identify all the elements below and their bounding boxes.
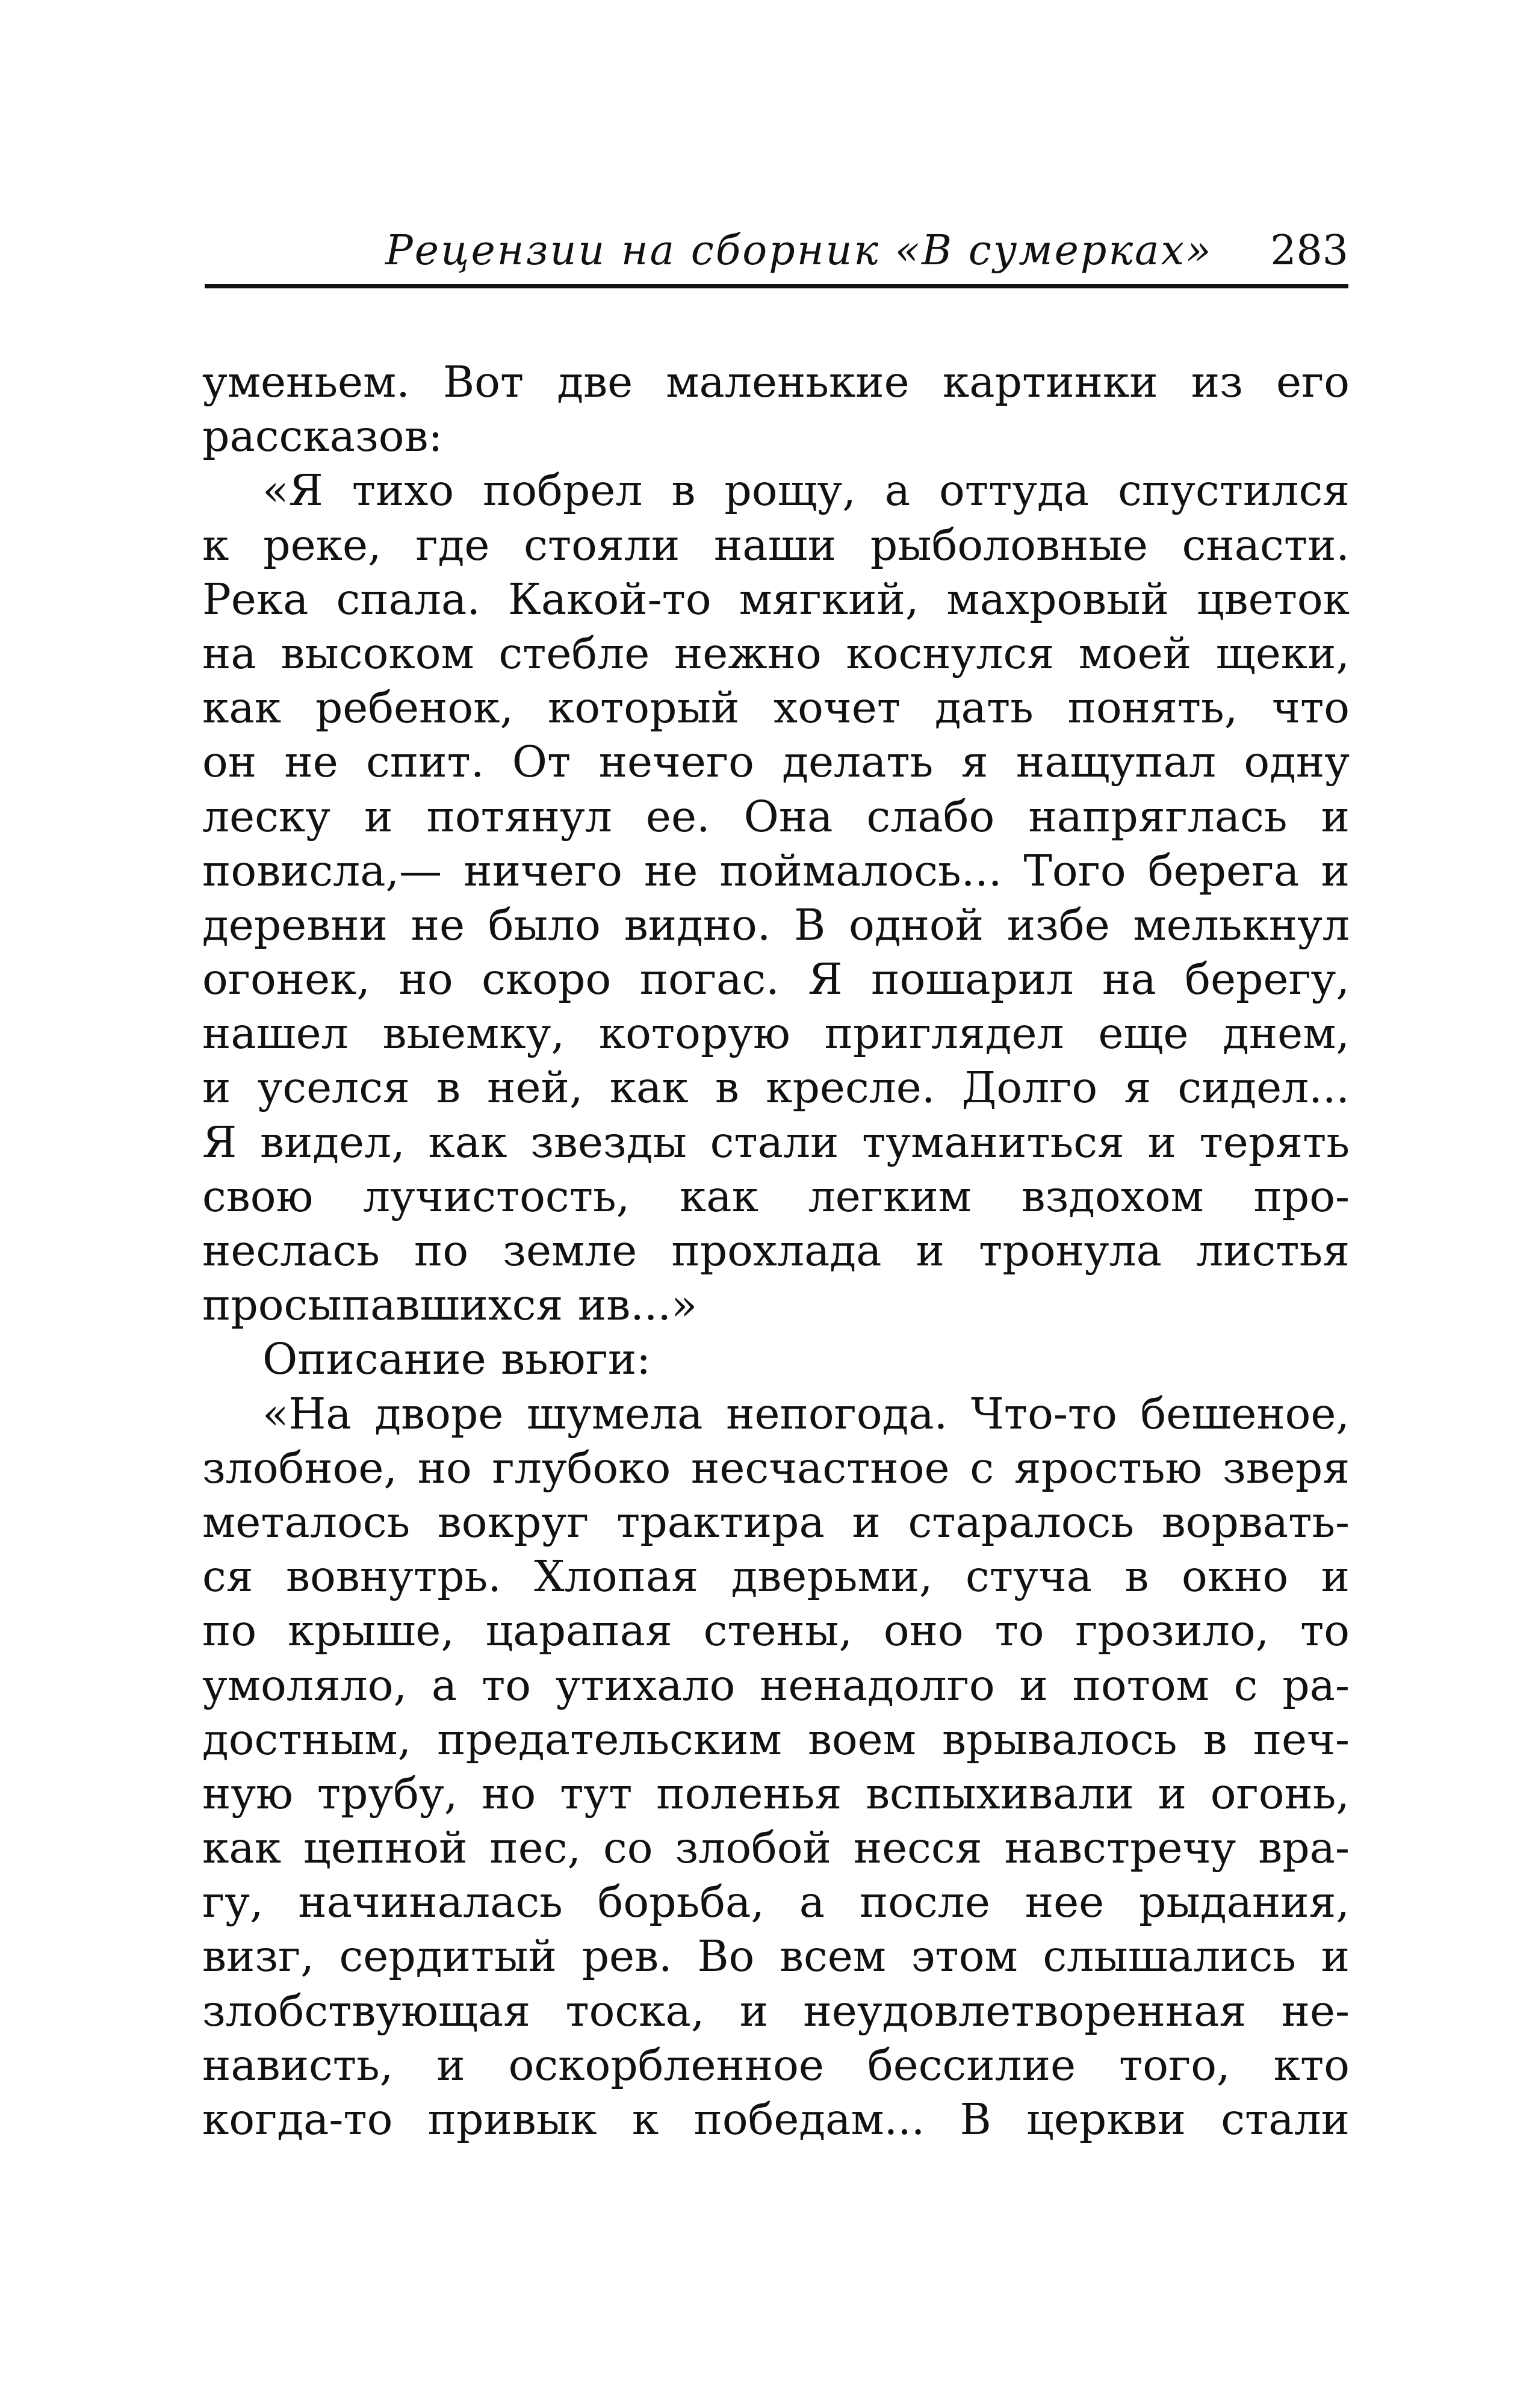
text-line: злобное, но глубоко несчастное с яростью зверя [202, 1442, 1350, 1493]
body-text [202, 355, 1350, 2147]
text-line: «Я тихо побрел в рощу, а оттуда спустился [262, 465, 1350, 516]
text-line: повисла,— ничего не поймалось... Того берега и [202, 845, 1350, 896]
text-line: Я видел, как звезды стали туманиться и терять [202, 1117, 1350, 1167]
text-line: металось вокруг трактира и старалось ворвать- [202, 1497, 1350, 1547]
text-line: Река спала. Какой-то мягкий, махровый цветок [202, 574, 1350, 624]
text-line: как цепной пес, со злобой несся навстречу вра- [202, 1823, 1350, 1873]
text-line: Описание вьюги: [262, 1334, 651, 1385]
text-line: умоляло, а то утихало ненадолго и потом с ра- [202, 1660, 1350, 1710]
text-line: уменьем. Вот две маленькие картинки из его [202, 357, 1350, 407]
text-line: и уселся в ней, как в кресле. Долго я сидел... [202, 1063, 1350, 1113]
text-line: деревни не было видно. В одной избе мелькнул [202, 899, 1350, 950]
text-line: когда-то привык к победам... В церкви стали [202, 2094, 1350, 2144]
text-line: к реке, где стояли наши рыболовные снасти. [202, 520, 1350, 570]
text-line: неслась по земле прохлада и тронула листья [202, 1226, 1350, 1276]
text-line: огонек, но скоро погас. Я пошарил на берегу, [202, 954, 1350, 1005]
header-rule [205, 284, 1348, 288]
text-line: свою лучистость, как легким вздохом про- [202, 1171, 1350, 1221]
running-head [205, 224, 1348, 290]
text-line: гу, начиналась борьба, а после нее рыдания, [202, 1877, 1350, 1928]
text-line: по крыше, царапая стены, оно то грозило, то [202, 1606, 1350, 1656]
text-line: ную трубу, но тут поленья вспыхивали и огонь, [202, 1768, 1350, 1819]
page-number: 283 [1270, 227, 1348, 275]
text-line: достным, предательским воем врывалось в печ- [202, 1714, 1350, 1764]
text-line: на высоком стебле нежно коснулся моей щеки, [202, 628, 1350, 678]
text-line: нависть, и оскорбленное бессилие того, кто [202, 2040, 1350, 2090]
text-line: визг, сердитый рев. Во всем этом слышались и [202, 1931, 1350, 1982]
text-line: как ребенок, который хочет дать понять, что [202, 683, 1350, 733]
text-line: он не спит. От нечего делать я нащупал одну [202, 737, 1350, 787]
running-title: Рецензии на сборник «В сумерках» [385, 227, 1213, 275]
text-line: просыпавшихся ив...» [202, 1280, 698, 1330]
text-line: злобствующая тоска, и неудовлетворенная не- [202, 1985, 1350, 2036]
text-line: «На дворе шумела непогода. Что-то бешеное, [262, 1388, 1350, 1439]
text-line: нашел выемку, которую приглядел еще днем, [202, 1008, 1350, 1059]
text-line: рассказов: [202, 411, 443, 462]
text-line: ся вовнутрь. Хлопая дверьми, стуча в окно и [202, 1551, 1350, 1602]
text-line: леску и потянул ее. Она слабо напряглась и [202, 791, 1350, 842]
